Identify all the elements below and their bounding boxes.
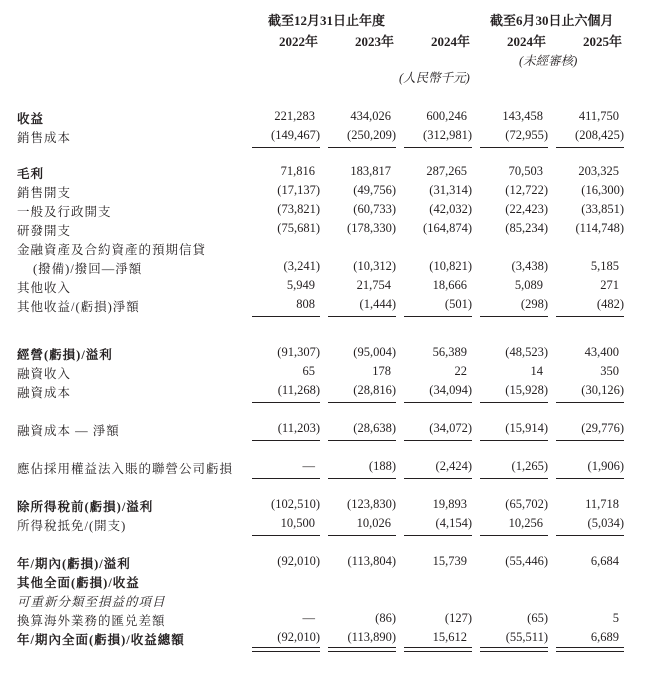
value-cell <box>252 611 320 629</box>
row-label: 其他收入 <box>17 281 72 295</box>
subtotal-underline <box>556 402 624 403</box>
value-cell <box>252 459 320 477</box>
subtotal-underline <box>404 478 472 479</box>
row-label: 研發開支 <box>17 224 72 238</box>
value-cell <box>328 421 396 439</box>
cell-value: 65 <box>302 364 315 378</box>
cell-value: (22,423) <box>505 202 548 216</box>
cell-value: (65,702) <box>505 497 548 511</box>
subtotal-underline <box>328 402 396 403</box>
cell-value: (95,004) <box>353 345 396 359</box>
cell-value: 271 <box>600 278 619 292</box>
subtotal-underline <box>404 535 472 536</box>
total-double-underline <box>404 647 472 652</box>
value-cell <box>328 383 396 401</box>
value-cell <box>328 109 396 127</box>
cell-value: (113,804) <box>347 554 396 568</box>
value-cell <box>404 183 472 201</box>
value-cell <box>252 164 320 182</box>
cell-value: 203,325 <box>578 164 619 178</box>
value-cell <box>404 611 472 629</box>
value-cell <box>556 183 624 201</box>
subtotal-underline <box>252 316 320 317</box>
value-cell <box>480 202 548 220</box>
table-row <box>0 497 654 515</box>
currency-unit-note: (人民幣千元) <box>399 71 470 85</box>
value-cell <box>328 459 396 477</box>
value-cell <box>404 516 472 534</box>
subtotal-underline <box>556 535 624 536</box>
cell-value: (15,928) <box>505 383 548 397</box>
cell-value: (17,137) <box>277 183 320 197</box>
subtotal-underline <box>404 147 472 148</box>
value-cell <box>252 259 320 277</box>
value-cell <box>556 109 624 127</box>
value-cell <box>556 611 624 629</box>
cell-value: 600,246 <box>426 109 467 123</box>
value-cell <box>556 259 624 277</box>
cell-value: (92,010) <box>277 554 320 568</box>
cell-value: 183,817 <box>350 164 391 178</box>
year-header: 2022年 <box>279 34 319 49</box>
value-cell <box>404 221 472 239</box>
value-cell <box>556 497 624 515</box>
cell-value: 56,389 <box>432 345 467 359</box>
value-cell <box>328 221 396 239</box>
value-cell <box>252 630 320 648</box>
subtotal-underline <box>480 535 548 536</box>
subtotal-underline <box>252 535 320 536</box>
row-label: 銷售開支 <box>17 186 72 200</box>
subtotal-underline <box>480 478 548 479</box>
row-label: 其他全面(虧損)/收益 <box>17 576 140 590</box>
value-cell <box>480 383 548 401</box>
row-label: 年/期內(虧損)/溢利 <box>17 557 131 571</box>
cell-value: 6,689 <box>590 630 619 644</box>
row-label: 一般及行政開支 <box>17 205 112 219</box>
subtotal-underline <box>480 402 548 403</box>
cell-value: (178,330) <box>347 221 396 235</box>
table-row <box>0 516 654 534</box>
cell-value: (48,523) <box>505 345 548 359</box>
table-row <box>0 109 654 127</box>
value-cell <box>404 259 472 277</box>
value-cell <box>480 164 548 182</box>
total-double-underline <box>480 647 548 652</box>
cell-value: 434,026 <box>350 109 391 123</box>
cell-value: (250,209) <box>347 128 396 142</box>
row-label: 所得稅抵免/(開支) <box>17 519 127 533</box>
year-header: 2024年 <box>431 34 471 49</box>
subtotal-underline <box>328 535 396 536</box>
subtotal-underline <box>328 147 396 148</box>
value-cell <box>404 297 472 315</box>
table-row <box>0 611 654 629</box>
value-cell <box>328 516 396 534</box>
total-double-underline <box>328 647 396 652</box>
value-cell <box>252 516 320 534</box>
cell-value: (85,234) <box>505 221 548 235</box>
value-cell <box>480 421 548 439</box>
value-cell <box>480 459 548 477</box>
value-cell <box>556 630 624 648</box>
cell-value: (3,241) <box>283 259 320 273</box>
subtotal-underline <box>556 316 624 317</box>
cell-value: 221,283 <box>274 109 315 123</box>
row-label: (撥備)/撥回—淨額 <box>33 262 143 276</box>
value-cell <box>404 128 472 146</box>
cell-value: (482) <box>596 297 624 311</box>
cell-value: (31,314) <box>429 183 472 197</box>
value-cell <box>328 345 396 363</box>
table-row <box>0 383 654 401</box>
value-cell <box>252 554 320 572</box>
subtotal-underline <box>252 402 320 403</box>
row-label: 其他收益/(虧損)淨額 <box>17 300 140 314</box>
group-header-annual: 截至12月31日止年度 <box>268 13 386 28</box>
subtotal-underline <box>252 478 320 479</box>
value-cell <box>556 364 624 382</box>
value-cell <box>404 345 472 363</box>
table-row <box>0 630 654 648</box>
cell-value: (34,072) <box>429 421 472 435</box>
cell-value: (5,034) <box>587 516 624 530</box>
value-cell <box>480 109 548 127</box>
value-cell <box>556 128 624 146</box>
group-header-interim: 截至6月30日止六個月 <box>490 13 614 28</box>
cell-value: (123,830) <box>347 497 396 511</box>
value-cell <box>328 183 396 201</box>
value-cell <box>328 630 396 648</box>
row-label: 除所得稅前(虧損)/溢利 <box>17 500 154 514</box>
cell-value: (1,444) <box>359 297 396 311</box>
cell-value: 15,612 <box>432 630 467 644</box>
unaudited-note: (未經審核) <box>519 54 578 68</box>
value-cell <box>404 554 472 572</box>
cell-value: (312,981) <box>423 128 472 142</box>
value-cell <box>480 221 548 239</box>
subtotal-underline <box>252 440 320 441</box>
value-cell <box>404 164 472 182</box>
cell-value: (298) <box>520 297 548 311</box>
value-cell <box>404 202 472 220</box>
cell-value: (501) <box>444 297 472 311</box>
value-cell <box>480 259 548 277</box>
value-cell <box>556 516 624 534</box>
table-row <box>0 421 654 439</box>
value-cell <box>480 278 548 296</box>
value-cell <box>328 364 396 382</box>
subtotal-underline <box>252 147 320 148</box>
value-cell <box>404 364 472 382</box>
value-cell <box>404 278 472 296</box>
value-cell <box>556 297 624 315</box>
cell-value: 5,949 <box>286 278 315 292</box>
cell-value: (10,312) <box>353 259 396 273</box>
cell-value: (164,874) <box>423 221 472 235</box>
year-header: 2023年 <box>355 34 395 49</box>
year-header: 2025年 <box>583 34 623 49</box>
value-cell <box>404 630 472 648</box>
cell-value: (4,154) <box>435 516 472 530</box>
subtotal-underline <box>328 440 396 441</box>
year-header: 2024年 <box>507 34 547 49</box>
cell-value: (33,851) <box>581 202 624 216</box>
subtotal-underline <box>404 402 472 403</box>
value-cell <box>328 278 396 296</box>
cell-value: (34,094) <box>429 383 472 397</box>
subtotal-underline <box>556 478 624 479</box>
subtotal-underline <box>404 316 472 317</box>
cell-value: 5 <box>612 611 619 625</box>
subtotal-underline <box>480 440 548 441</box>
cell-value: 70,503 <box>508 164 543 178</box>
value-cell <box>556 421 624 439</box>
cell-value: (55,446) <box>505 554 548 568</box>
cell-value: (92,010) <box>277 630 320 644</box>
cell-value: (65) <box>527 611 548 625</box>
row-label: 銷售成本 <box>17 131 72 145</box>
cell-value: (55,511) <box>505 630 548 644</box>
value-cell <box>252 109 320 127</box>
subtotal-underline <box>404 440 472 441</box>
table-row <box>0 278 654 296</box>
value-cell <box>252 421 320 439</box>
value-cell <box>328 128 396 146</box>
value-cell <box>252 364 320 382</box>
table-row <box>0 240 654 258</box>
cell-value: 15,739 <box>432 554 467 568</box>
table-row <box>0 259 654 277</box>
value-cell <box>252 202 320 220</box>
value-cell <box>404 497 472 515</box>
cell-value: (75,681) <box>277 221 320 235</box>
value-cell <box>252 297 320 315</box>
cell-value: 5,089 <box>514 278 543 292</box>
value-cell <box>252 183 320 201</box>
row-label: 年/期內全面(虧損)/收益總額 <box>17 633 185 647</box>
cell-value: (114,748) <box>575 221 624 235</box>
value-cell <box>480 297 548 315</box>
value-cell <box>252 221 320 239</box>
row-label: 金融資產及合約資產的預期信貸 <box>17 243 207 257</box>
cell-value: (28,816) <box>353 383 396 397</box>
subtotal-underline <box>556 147 624 148</box>
value-cell <box>404 421 472 439</box>
cell-value: 10,026 <box>356 516 391 530</box>
row-label: 應佔採用權益法入賬的聯營公司虧損 <box>17 462 234 476</box>
table-row <box>0 364 654 382</box>
cell-value: (113,890) <box>347 630 396 644</box>
total-double-underline <box>252 647 320 652</box>
subtotal-underline <box>328 316 396 317</box>
value-cell <box>404 459 472 477</box>
cell-value: 178 <box>372 364 391 378</box>
cell-value: 22 <box>454 364 467 378</box>
cell-value: 808 <box>296 297 315 311</box>
cell-value: 11,718 <box>585 497 619 511</box>
cell-value: (12,722) <box>505 183 548 197</box>
value-cell <box>328 164 396 182</box>
cell-value: (1,906) <box>587 459 624 473</box>
row-label: 可重新分類至損益的項目 <box>17 595 166 609</box>
cell-value: (102,510) <box>271 497 320 511</box>
value-cell <box>480 364 548 382</box>
cell-value: 71,816 <box>280 164 315 178</box>
table-row <box>0 554 654 572</box>
value-cell <box>556 383 624 401</box>
table-row <box>0 202 654 220</box>
table-row <box>0 183 654 201</box>
value-cell <box>480 345 548 363</box>
table-row <box>0 345 654 363</box>
subtotal-underline <box>556 440 624 441</box>
table-row <box>0 573 654 591</box>
row-label: 融資收入 <box>17 367 72 381</box>
cell-value: 5,185 <box>590 259 619 273</box>
cell-value: (188) <box>368 459 396 473</box>
cell-value: (73,821) <box>277 202 320 216</box>
value-cell <box>328 202 396 220</box>
cell-value: 19,893 <box>432 497 467 511</box>
value-cell <box>252 383 320 401</box>
cell-value: 287,265 <box>426 164 467 178</box>
value-cell <box>480 611 548 629</box>
total-double-underline <box>556 647 624 652</box>
cell-value: 18,666 <box>432 278 467 292</box>
cell-value: (28,638) <box>353 421 396 435</box>
cell-value: (30,126) <box>581 383 624 397</box>
cell-value: (3,438) <box>511 259 548 273</box>
value-cell <box>328 554 396 572</box>
cell-value: (86) <box>375 611 396 625</box>
value-cell <box>480 554 548 572</box>
row-label: 融資成本 — 淨額 <box>17 424 120 438</box>
subtotal-underline <box>328 478 396 479</box>
row-label: 融資成本 <box>17 386 72 400</box>
value-cell <box>328 611 396 629</box>
cell-value: (1,265) <box>511 459 548 473</box>
row-label: 毛利 <box>17 167 45 181</box>
cell-value: (2,424) <box>435 459 472 473</box>
cell-value: (60,733) <box>353 202 396 216</box>
value-cell <box>252 278 320 296</box>
table-row <box>0 164 654 182</box>
cell-value: — <box>302 611 315 625</box>
value-cell <box>480 497 548 515</box>
cell-value: 10,500 <box>280 516 315 530</box>
cell-value: (127) <box>444 611 472 625</box>
table-row <box>0 297 654 315</box>
cell-value: — <box>302 459 315 473</box>
value-cell <box>480 516 548 534</box>
row-label: 換算海外業務的匯兑差額 <box>17 614 166 628</box>
value-cell <box>556 345 624 363</box>
row-label: 經營(虧損)/溢利 <box>17 348 113 362</box>
value-cell <box>252 128 320 146</box>
cell-value: 350 <box>600 364 619 378</box>
cell-value: (11,203) <box>277 421 320 435</box>
cell-value: 411,750 <box>578 109 619 123</box>
value-cell <box>556 221 624 239</box>
value-cell <box>328 497 396 515</box>
value-cell <box>480 183 548 201</box>
value-cell <box>480 630 548 648</box>
subtotal-underline <box>480 316 548 317</box>
table-row <box>0 459 654 477</box>
cell-value: (72,955) <box>505 128 548 142</box>
table-row <box>0 592 654 610</box>
cell-value: 6,684 <box>590 554 619 568</box>
cell-value: (29,776) <box>581 421 624 435</box>
cell-value: (11,268) <box>277 383 320 397</box>
cell-value: 14 <box>530 364 543 378</box>
table-row <box>0 221 654 239</box>
value-cell <box>556 278 624 296</box>
value-cell <box>404 383 472 401</box>
value-cell <box>328 259 396 277</box>
cell-value: (16,300) <box>581 183 624 197</box>
cell-value: (49,756) <box>353 183 396 197</box>
value-cell <box>556 202 624 220</box>
table-row <box>0 128 654 146</box>
value-cell <box>556 164 624 182</box>
value-cell <box>556 554 624 572</box>
cell-value: (208,425) <box>575 128 624 142</box>
cell-value: (15,914) <box>505 421 548 435</box>
row-label: 收益 <box>17 112 45 126</box>
cell-value: 21,754 <box>356 278 391 292</box>
cell-value: (10,821) <box>429 259 472 273</box>
cell-value: (42,032) <box>429 202 472 216</box>
subtotal-underline <box>480 147 548 148</box>
value-cell <box>328 297 396 315</box>
value-cell <box>252 345 320 363</box>
cell-value: (149,467) <box>271 128 320 142</box>
value-cell <box>480 128 548 146</box>
cell-value: (91,307) <box>277 345 320 359</box>
value-cell <box>252 497 320 515</box>
value-cell <box>404 109 472 127</box>
cell-value: 143,458 <box>502 109 543 123</box>
cell-value: 10,256 <box>508 516 543 530</box>
cell-value: 43,400 <box>584 345 619 359</box>
value-cell <box>556 459 624 477</box>
